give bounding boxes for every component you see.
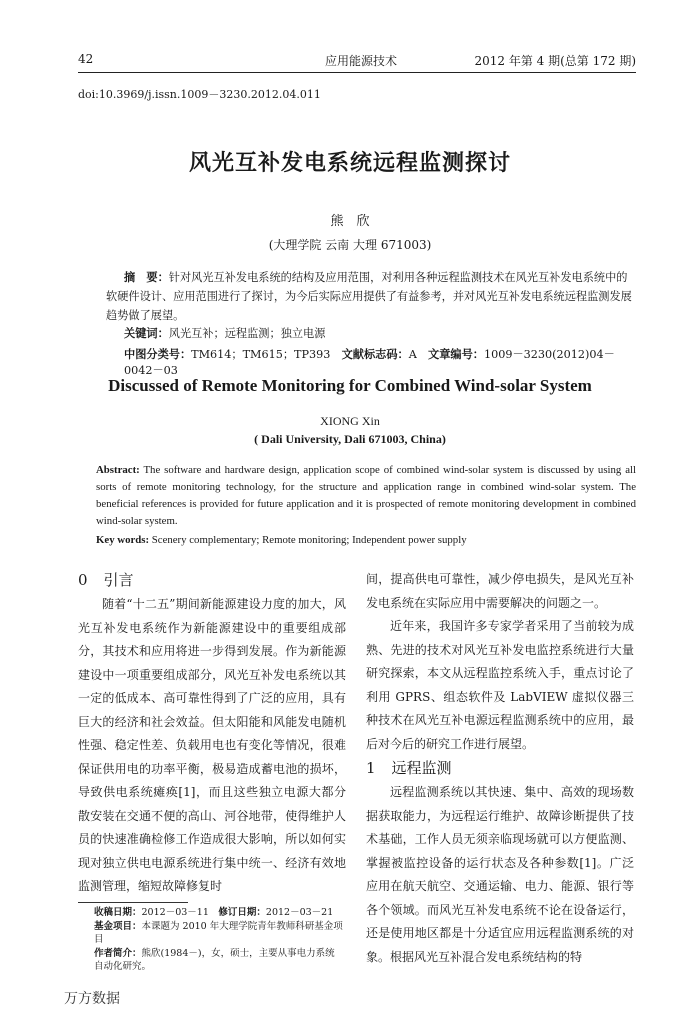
fund-text: 本课题为 2010 年大理学院青年教师科研基金项目 [94,920,343,945]
title-cn: 风光互补发电系统远程监测探讨 [188,150,511,176]
keywords-cn-text: 风光互补；远程监测；独立电源 [168,327,326,340]
abstract-cn-text: 针对风光互补发电系统的结构及应用范围，对利用各种远程监测技术在风光互补发电系统中的软硬件设计、应用范围进行了探讨，为今后实际应用提供了有益参考，并对风光互补发电系统远程监测发展趋势做了展望。 [106,271,632,322]
author-cn: 熊 欣 [330,214,370,229]
watermark: 万方数据 [64,991,120,1007]
article-no-value: 1009－3230(2012)04－0042－03 [124,348,615,377]
footnote [94,906,344,974]
keywords-cn [124,325,636,341]
author-en: XIONG Xin [320,414,380,428]
revised-label: 修订日期： [218,907,266,918]
abstract-en [96,462,636,530]
body-right-column [366,568,634,969]
doc-code-label: 文献标志码： [341,347,409,361]
abstract-en-text: The software and hardware design, application scope of combined wind-solar system is discussed by using all sorts of remote monitoring technology, for the structure and application range in combined wind-solar system. The beneficial references is provided for future application and it is prospected of remote monitoring development in combined wind-solar system. [96,464,636,527]
issue-info: 2012 年第 4 期(总第 172 期) [474,54,636,68]
received-date: 2012－03－11 [141,907,209,918]
header-rule [78,72,636,73]
doc-code-value: A [408,348,417,361]
affiliation-cn: (大理学院 云南 大理 671003) [268,238,432,252]
running-header [78,52,636,70]
footnote-rule [78,902,188,903]
section-number: 1 [366,759,376,777]
abstract-cn-label: 摘 要： [124,270,169,284]
revised-date: 2012－03－21 [265,907,334,918]
clc-label: 中图分类号： [124,347,192,361]
fund-label: 基金项目： [94,920,142,932]
body-paragraph: 随着“十二五”期间新能源建设力度的加大，风光互补发电系统作为新能源建设中的重要组成部分，其技术和应用将进一步得到发展。作为新能源建设中一项重要组成部分，风光互补发电系统以其一定的低成本、高可靠性得到了广泛的应用，具有巨大的经济和社会效益。但太阳能和风能发电随机性强、稳定性差、负载用电也有变化等情况，很难保证供用电的功率平衡，极易造成蓄电池的损坏，导致供电系统瘫痪[1]，而且这些独立电源大都分散安装在交通不便的高山、河谷地带，使得维护人员的快速准确检修工作造成很大影响，所以如何实现对独立供电电源系统进行集中统一、经济有效地监测管理，缩短故障修复时 [78,597,346,893]
author-bio-text: 熊欣(1984－)，女，硕士，主要从事电力系统自动化研究。 [94,947,335,972]
keywords-en-label: Key words: [96,534,150,546]
abstract-en-label: Abstract: [96,464,140,476]
keywords-en-text: Scenery complementary; Remote monitoring; Independent power supply [149,534,467,546]
body-left-column [78,568,346,899]
received-label: 收稿日期： [94,907,142,918]
keywords-cn-label: 关键词： [124,326,169,340]
affiliation-en: ( Dali University, Dali 671003, China) [254,432,446,446]
section-title: 引言 [103,571,134,589]
classification-cn [124,346,636,378]
body-paragraph: 远程监测系统以其快速、集中、高效的现场数据获取能力，为远程运行维护、故障诊断提供了技术基础，工作人员无须亲临现场就可以方便监测、掌握被监控设备的运行状态及各种参数[1]。广泛应用在航天航空、交通运输、电力、能源、银行等各个领域。而风光互补发电系统不论在设备运行，还是使用地区都是十分适宜应用远程监测系统的对象。根据风光互补混合发电系统结构的特 [366,785,634,964]
clc-value: TM614；TM615；TP393 [191,348,331,361]
body-paragraph: 间，提高供电可靠性，减少停电损失，是风光互补发电系统在实际应用中需要解决的问题之一。 [366,572,634,610]
section-heading-remote [366,756,634,781]
author-bio-label: 作者简介： [94,947,142,959]
section-title: 远程监测 [391,759,452,777]
title-en: Discussed of Remote Monitoring for Combined Wind-solar System [108,376,592,395]
doi[interactable]: doi:10.3969/j.issn.1009－3230.2012.04.011 [78,88,321,101]
section-heading-intro [78,568,346,593]
article-no-label: 文章编号： [428,347,484,361]
section-number: 0 [78,571,88,589]
abstract-cn [106,268,636,325]
body-paragraph: 近年来，我国许多专家学者采用了当前较为成熟、先进的技术对风光互补发电监控系统进行大量研究探索，本文从远程监控系统入手，重点讨论了利用 GPRS、组态软件及 LabVIEW 虚拟仪器三种技术在风光互补电源远程监测系统中的应用，最后对今后的研究工作进行展望。 [366,619,634,751]
page-number: 42 [78,52,94,66]
journal-name: 应用能源技术 [325,54,398,68]
keywords-en [96,534,636,546]
